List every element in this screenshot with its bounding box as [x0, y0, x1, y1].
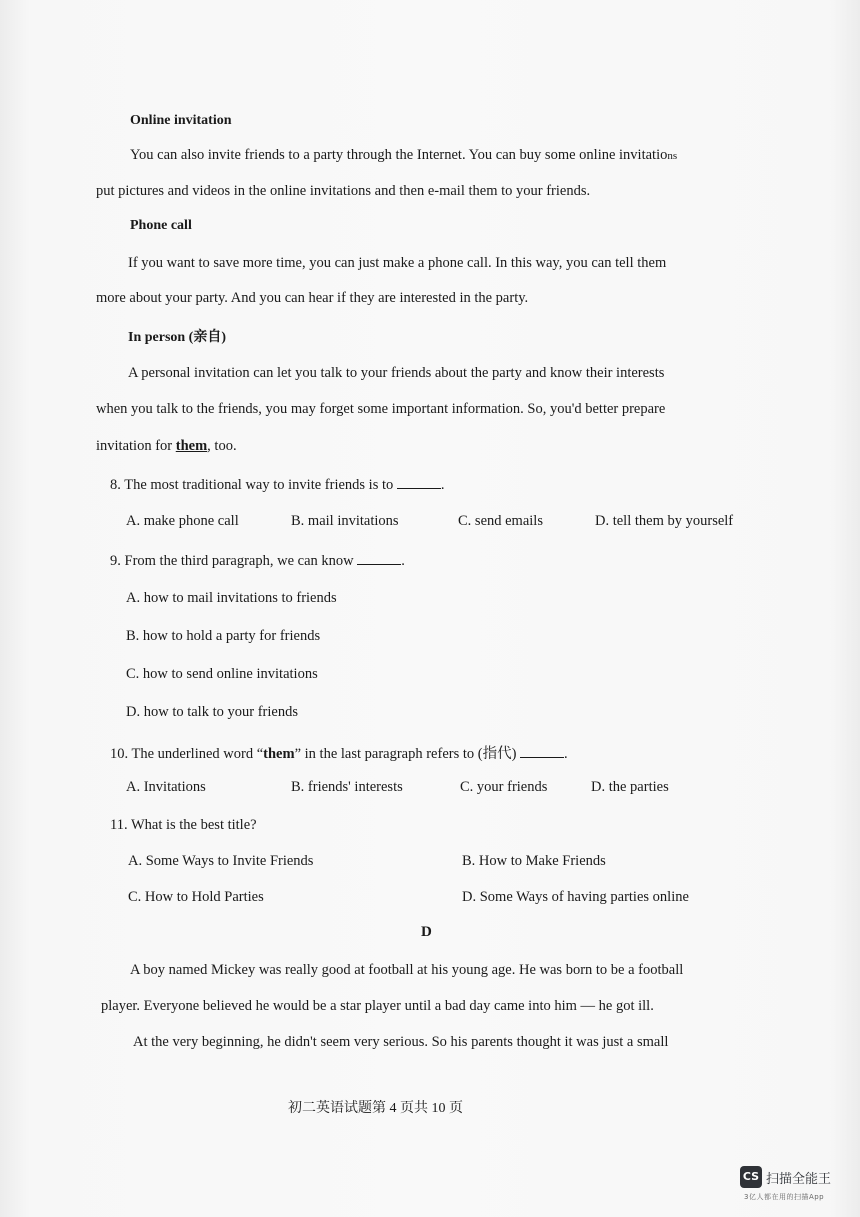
heading-phone-call: Phone call: [130, 218, 192, 233]
q9-stem-text: 9. From the third paragraph, we can know: [110, 553, 354, 569]
q8-option-a: A. make phone call: [126, 513, 239, 529]
question-11-stem: 11. What is the best title?: [110, 817, 257, 833]
q10-stem-text-a: 10. The underlined word “: [110, 746, 264, 762]
q8-option-d: D. tell them by yourself: [595, 513, 734, 529]
answer-blank: [357, 552, 401, 565]
person-p3-text-b: , too.: [207, 438, 237, 454]
q8-option-b: B. mail invitations: [291, 513, 399, 529]
section-label-d: D: [421, 924, 432, 940]
q10-stem-end: .: [564, 746, 568, 762]
person-paragraph-line-1: A personal invitation can let you talk to your friends about the party and know their interests: [128, 365, 665, 381]
heading-online-invitation: Online invitation: [130, 113, 232, 128]
online-p1-sub: ns: [667, 150, 678, 162]
online-p1-text: You can also invite friends to a party through the Internet. You can buy some online invitatio: [130, 147, 668, 163]
q11-option-c: C. How to Hold Parties: [128, 889, 264, 905]
online-paragraph-line-1: [130, 147, 677, 164]
cs-logo-icon: CS: [740, 1166, 762, 1188]
q10-stem-text-b: ” in the last paragraph refers to (指代): [294, 746, 517, 762]
underlined-word-them: them: [175, 438, 208, 454]
question-8-stem: [110, 476, 445, 494]
question-10-stem: [110, 742, 568, 763]
q11-option-d: D. Some Ways of having parties online: [462, 889, 689, 905]
q11-option-b: B. How to Make Friends: [462, 853, 606, 869]
q10-stem-word: them: [263, 746, 295, 762]
phone-paragraph-line-1: If you want to save more time, you can just make a phone call. In this way, you can tell them: [128, 255, 667, 271]
q10-option-c: C. your friends: [460, 779, 548, 795]
person-p3-text-a: invitation for: [96, 438, 176, 454]
page-footer: 初二英语试题第 4 页共 10 页: [288, 1101, 463, 1116]
q9-option-d: D. how to talk to your friends: [126, 704, 298, 720]
answer-blank: [397, 476, 441, 489]
heading-in-person: In person (亲自): [128, 330, 227, 345]
q10-option-b: B. friends' interests: [291, 779, 403, 795]
part-d-paragraph-line-2: player. Everyone believed he would be a star player until a bad day came into him — he got ill.: [101, 998, 654, 1014]
q9-stem-end: .: [401, 553, 405, 569]
q9-option-b: B. how to hold a party for friends: [126, 628, 321, 644]
q8-option-c: C. send emails: [458, 513, 543, 529]
online-paragraph-line-2: put pictures and videos in the online invitations and then e-mail them to your friends.: [96, 183, 591, 199]
part-d-paragraph-line-1: A boy named Mickey was really good at football at his young age. He was born to be a football: [130, 962, 684, 978]
answer-blank: [520, 745, 564, 758]
person-paragraph-line-3: [96, 438, 237, 455]
q10-option-d: D. the parties: [591, 779, 669, 795]
q9-option-c: C. how to send online invitations: [126, 666, 318, 682]
scanner-watermark: [740, 1166, 855, 1206]
phone-paragraph-line-2: more about your party. And you can hear if they are interested in the party.: [96, 290, 529, 306]
q9-option-a: A. how to mail invitations to friends: [126, 590, 337, 606]
part-d-paragraph-line-3: At the very beginning, he didn't seem very serious. So his parents thought it was just a small: [133, 1034, 669, 1050]
q11-option-a: A. Some Ways to Invite Friends: [128, 853, 314, 869]
watermark-tagline: 3亿人都在用的扫描App: [744, 1193, 825, 1201]
person-paragraph-line-2: when you talk to the friends, you may forget some important information. So, you'd better prepare: [96, 401, 666, 417]
q10-option-a: A. Invitations: [126, 779, 206, 795]
q8-stem-text: 8. The most traditional way to invite friends is to: [110, 477, 394, 493]
q8-stem-end: .: [440, 477, 445, 493]
watermark-app-name: 扫描全能王: [766, 1172, 832, 1187]
question-9-stem: [110, 552, 405, 570]
